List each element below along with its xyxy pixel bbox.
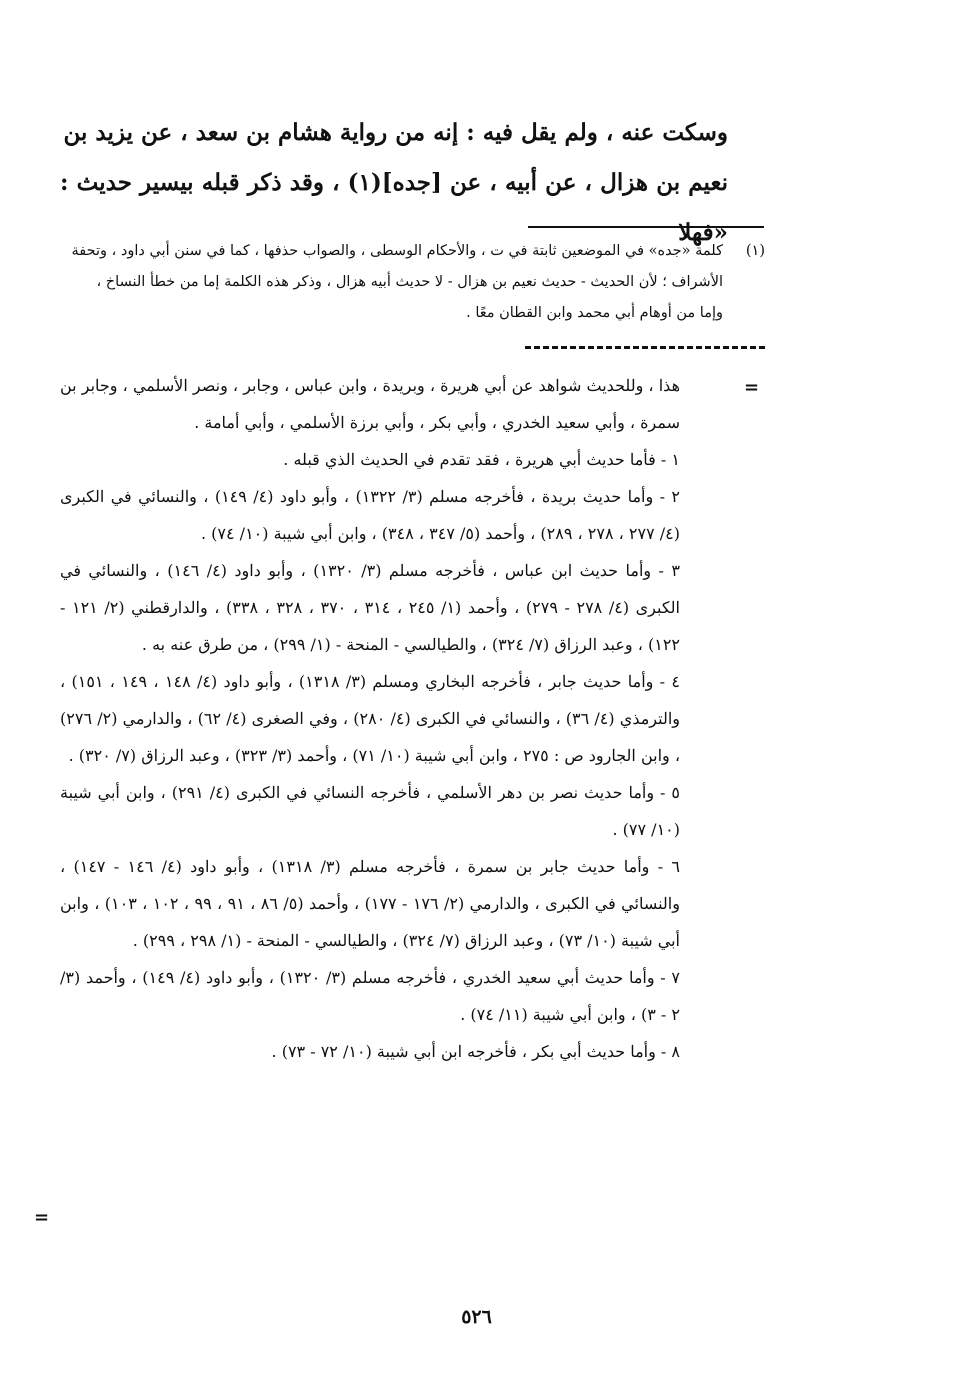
footnote bbox=[60, 236, 765, 329]
footnote-number: (١) bbox=[745, 243, 765, 259]
commentary-item-8: ٨ - وأما حديث أبي بكر ، فأخرجه ابن أبي شيبة (١٠/ ٧٢ - ٧٣) . bbox=[271, 1042, 680, 1061]
footnote-line-1: كلمة «جده» في الموضعين ثابتة في ت ، والأحكام الوسطى ، والصواب حذفها ، كما في سنن أبي داود ، وتحفة bbox=[71, 243, 723, 259]
main-line-2: نعيم بن هزال ، عن أبيه ، عن [جده](١) ، وقد ذكر قبله بيسير حديث : «فهلا bbox=[60, 169, 728, 246]
footnote-body bbox=[60, 236, 723, 329]
continuation-mark-start: = bbox=[744, 377, 760, 398]
commentary-item-4: ٤ - وأما حديث جابر ، فأخرجه البخاري ومسلم (٣/ ١٣١٨) ، وأبو داود (٤/ ١٤٨ ، ١٤٩ ، ١٥١) ، والترمذي (٤/ ٣٦) ، والنسائي في الكبرى (٤/ ٢٨٠) ، وفي الصغرى (٤/ ٦٢) ، والدارمي (٢/ ٢٧٦) ، وابن الجارود ص : ٢٧٥ ، وابن أبي شيبة (١٠/ ٧١) ، وأحمد (٣/ ٣٢٣) ، وعبد الرزاق (٧/ ٣٢٠) . bbox=[60, 672, 680, 765]
footnote-separator bbox=[528, 226, 764, 228]
commentary-item-2: ٢ - وأما حديث بريدة ، فأخرجه مسلم (٣/ ١٣٢٢) ، وأبو داود (٤/ ١٤٩) ، والنسائي في الكبرى (٤/ ٢٧٧ ، ٢٧٨ ، ٢٨٩) ، وأحمد (٥/ ٣٤٧ ، ٣٤٨) ، وابن أبي شيبة (١٠/ ٧٤) . bbox=[60, 487, 680, 543]
commentary-intro: هذا ، وللحديث شواهد عن أبي هريرة ، وبريدة ، وابن عباس ، وجابر ، ونصر الأسلمي ، وجابر بن سمرة ، وأبي سعيد الخدري ، وأبي بكر ، وأبي برزة الأسلمي ، وأبي أمامة . bbox=[60, 376, 681, 432]
commentary-item-3: ٣ - وأما حديث ابن عباس ، فأخرجه مسلم (٣/ ١٣٢٠) ، وأبو داود (٤/ ١٤٦) ، والنسائي في الكبرى (٤/ ٢٧٨ - ٢٧٩) ، وأحمد (١/ ٢٤٥ ، ٣١٤ ، ٣٧٠ ، ٣٢٨ ، ٣٣٨) ، والدارقطني (٢/ ١٢١ - ١٢٢) ، وعبد الرزاق (٧/ ٣٢٤) ، والطيالسي - المنحة - (١/ ٢٩٩) ، من طرق عنه به . bbox=[60, 561, 680, 654]
commentary-item-7: ٧ - وأما حديث أبي سعيد الخدري ، فأخرجه مسلم (٣/ ١٣٢٠) ، وأبو داود (٤/ ١٤٩) ، وأحمد (٣/ ٢ - ٣) ، وابن أبي شيبة (١١/ ٧٤) . bbox=[60, 968, 681, 1024]
continuation-mark-end: = bbox=[34, 1207, 50, 1228]
commentary-separator bbox=[525, 346, 765, 349]
commentary-item-5: ٥ - وأما حديث نصر بن دهر الأسلمي ، فأخرجه النسائي في الكبرى (٤/ ٢٩١) ، وابن أبي شيبة (١٠/ ٧٧) . bbox=[60, 783, 681, 839]
page-number: ٥٢٦ bbox=[461, 1306, 492, 1328]
main-line-1: وسكت عنه ، ولم يقل فيه : إنه من رواية هشام بن سعد ، عن يزيد بن bbox=[63, 119, 728, 146]
footnote-line-3: وإما من أوهام أبي محمد وابن القطان معًا . bbox=[466, 305, 723, 321]
commentary-item-1: ١ - فأما حديث أبي هريرة ، فقد تقدم في الحديث الذي قبله . bbox=[283, 450, 680, 469]
commentary-item-6: ٦ - وأما حديث جابر بن سمرة ، فأخرجه مسلم (٣/ ١٣١٨) ، وأبو داود (٤/ ١٤٦ - ١٤٧) ، والنسائي في الكبرى ، والدارمي (٢/ ١٧٦ - ١٧٧) ، وأحمد (٥/ ٨٦ ، ٩١ ، ٩٩ ، ١٠٢ ، ١٠٣) ، وابن أبي شيبة (١٠/ ٧٣) ، وعبد الرزاق (٧/ ٣٢٤) ، والطيالسي - المنحة - (١/ ٢٩٨ ، ٢٩٩) . bbox=[60, 857, 681, 950]
footnote-line-2: الأشراف ؛ لأن الحديث - حديث نعيم بن هزال - لا حديث أبيه هزال ، وذكر هذه الكلمة إما من خطأ النساخ ، bbox=[96, 274, 723, 290]
commentary-text bbox=[60, 367, 680, 1070]
